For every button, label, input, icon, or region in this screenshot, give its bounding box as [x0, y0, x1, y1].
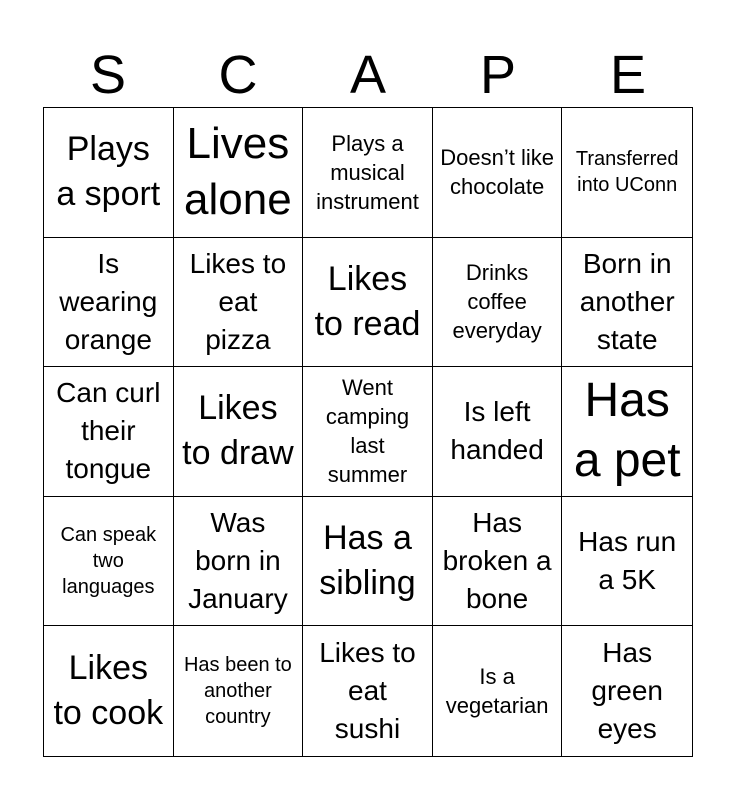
cell-text: Is a vegetarian — [445, 664, 549, 719]
cell-text: Likes to read — [314, 259, 421, 343]
bingo-cell[interactable] — [303, 238, 433, 368]
bingo-cell[interactable] — [433, 626, 563, 756]
bingo-cell[interactable] — [44, 238, 174, 368]
bingo-cell[interactable] — [433, 108, 563, 238]
cell-text: Has green eyes — [591, 637, 663, 745]
cell-text: Is wearing orange — [59, 247, 158, 355]
bingo-cell[interactable] — [44, 367, 174, 497]
bingo-header — [43, 44, 693, 106]
cell-text: Plays a musical instrument — [316, 130, 419, 214]
bingo-cell[interactable] — [174, 497, 304, 627]
bingo-cell[interactable] — [174, 626, 304, 756]
cell-text: Has a pet — [573, 374, 681, 488]
bingo-cell[interactable] — [562, 238, 692, 368]
cell-text: Can curl their tongue — [56, 377, 161, 485]
cell-text: Born in another state — [579, 247, 675, 355]
cell-text: Is left handed — [450, 396, 544, 466]
bingo-cell[interactable] — [303, 497, 433, 627]
cell-text: Likes to draw — [182, 389, 294, 473]
bingo-cell[interactable] — [562, 108, 692, 238]
bingo-cell[interactable] — [303, 367, 433, 497]
bingo-cell[interactable] — [433, 367, 563, 497]
cell-text: Transferred into UConn — [575, 148, 679, 197]
bingo-cell[interactable] — [174, 238, 304, 368]
bingo-cell[interactable] — [303, 626, 433, 756]
cell-text: Lives alone — [184, 119, 292, 225]
cell-text: Has been to another country — [183, 654, 292, 729]
cell-text: Has run a 5K — [578, 526, 677, 596]
cell-text: Has broken a bone — [442, 507, 552, 615]
cell-text: Has a sibling — [319, 519, 416, 603]
cell-text: Likes to eat sushi — [319, 637, 416, 745]
bingo-cell[interactable] — [174, 367, 304, 497]
header-letter-c: C — [218, 45, 258, 105]
bingo-board — [43, 107, 693, 757]
cell-text: Plays a sport — [56, 130, 161, 214]
cell-text: Drinks coffee everyday — [452, 260, 542, 344]
header-letter-e: E — [609, 45, 647, 105]
cell-text: Likes to eat pizza — [189, 247, 287, 355]
bingo-cell[interactable] — [562, 497, 692, 627]
header-letter-p: P — [479, 45, 517, 105]
bingo-cell[interactable] — [433, 497, 563, 627]
bingo-cell[interactable] — [44, 497, 174, 627]
header-letter-a: A — [349, 45, 387, 105]
cell-text: Can speak two languages — [60, 524, 157, 599]
bingo-cell[interactable] — [433, 238, 563, 368]
bingo-cell[interactable] — [174, 108, 304, 238]
header-letter-s: S — [89, 45, 127, 105]
bingo-cell[interactable] — [562, 367, 692, 497]
cell-text: Likes to cook — [53, 649, 164, 733]
bingo-cell[interactable] — [303, 108, 433, 238]
bingo-cell[interactable] — [44, 108, 174, 238]
cell-text: Doesn’t like chocolate — [440, 145, 554, 200]
bingo-cell[interactable] — [562, 626, 692, 756]
bingo-cell[interactable] — [44, 626, 174, 756]
cell-text: Went camping last summer — [325, 375, 410, 488]
cell-text: Was born in January — [188, 507, 288, 615]
